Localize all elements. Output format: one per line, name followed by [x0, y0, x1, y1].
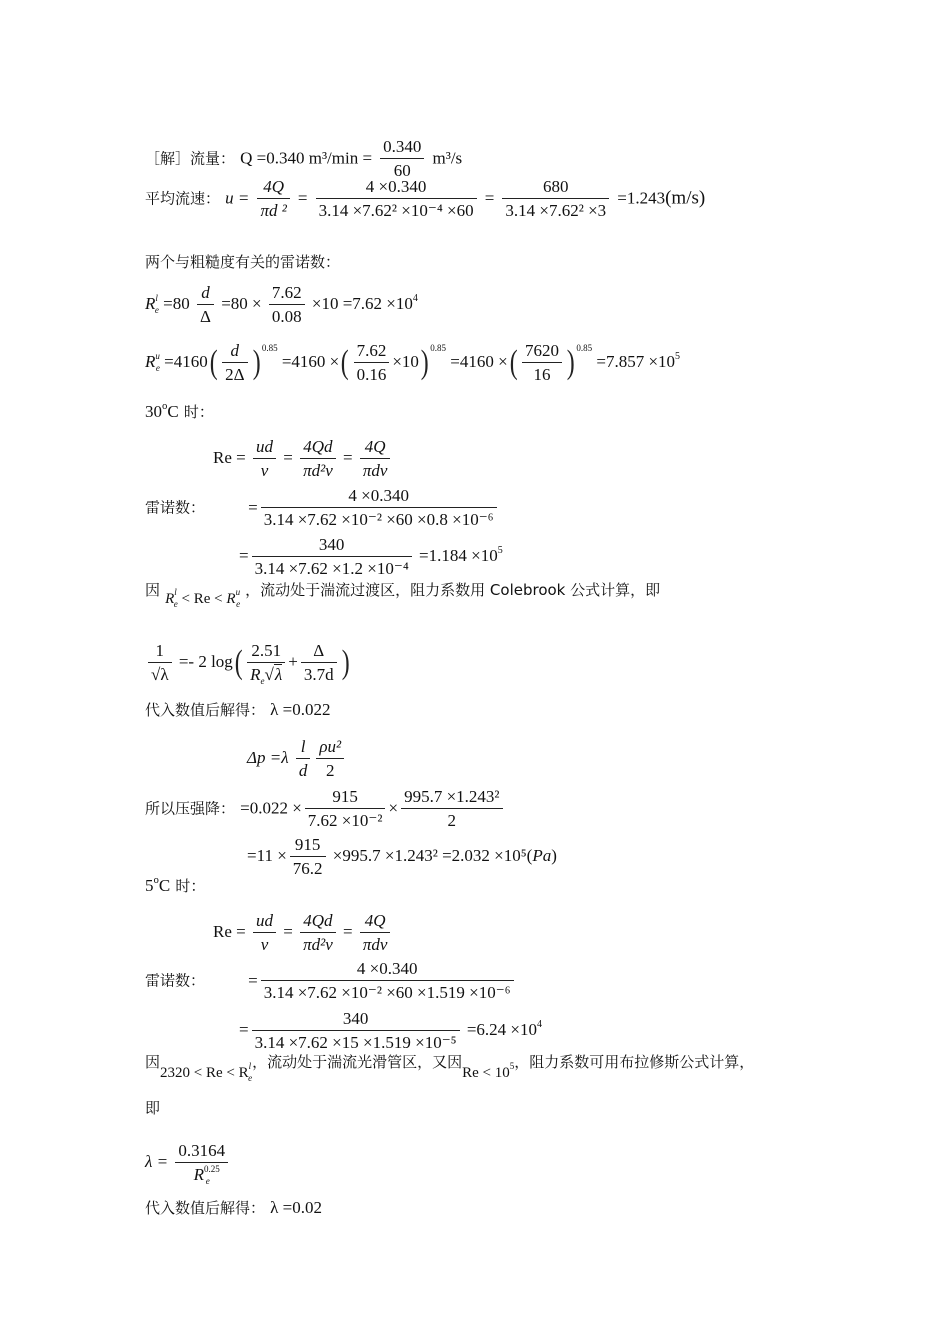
colebrook-term-a: $\frac{2.51}{R_e√\lambda}$ [247, 642, 285, 684]
smooth-zone-line: 因$2320 < Re < R^l_e$，流动处于湍流光滑管区，又因$Re < 10^5$，阻力系数可用布拉修斯公式计算， [145, 1053, 755, 1083]
pressure-drop-calc-a: 所以压强降： =0.022 × $\frac{915}{\text{7.62 ×10⁻²}}$ × $\frac{\text{995.7 ×1.243²}}{2}$ [145, 788, 506, 830]
reynolds-upper-line: $R^u_e =4160$( $\frac{d}{2\Delta}$ ) $^{0.85}$ =4160 ×( $\frac{7.62}{0.16}$ ×10) $^{0.85}$ =4160 ×( $\frac{7620}{16}$ ) $^{0.85} =7.857 \times 10^5$ [145, 341, 681, 384]
re-calc-30-a: 雷诺数： = $\frac{4 \times 0.340}{\text{3.14 ×7.62 ×10⁻² ×60 ×0.8 ×10⁻⁶}}$ [145, 487, 500, 529]
flow-rate-line [145, 138, 462, 180]
velocity-frac-2: $\frac{4 \times 0.340}{\text{3.14 ×7.62² ×10⁻⁴ ×60}}$ [316, 178, 477, 220]
re-def-30: Re = $\frac{ud}{\nu}$ = $\frac{4Qd}{\text{πd²ν}}$ = 4Q πdν [213, 438, 393, 480]
pd-calc-frac-2: $\frac{\text{995.7 ×1.243²}}{2}$ [401, 788, 502, 830]
re-u-frac-1: $\frac{d}{2\Delta}$ [222, 342, 247, 384]
re-u-frac-3: $\frac{7620}{16}$ [522, 342, 562, 384]
blasius-frac: $\frac{0.3164}{R^{0.25}_e}$ [175, 1142, 228, 1184]
velocity-unit: (m/s) [665, 187, 706, 209]
solution-label: ［解］流量： [145, 149, 236, 168]
pd-calc-frac-3: $\frac{915}{76.2}$ [290, 836, 326, 878]
velocity-lhs: u = [225, 188, 250, 208]
re-def5-frac-1: $\frac{ud}{\nu}$ [253, 912, 276, 954]
re-l-frac-1: $\frac{d}{\Delta}$ [197, 284, 214, 326]
velocity-result: =1.243 [617, 188, 666, 208]
pd-calc-frac-1: $\frac{915}{\text{7.62 ×10⁻²}}$ [305, 788, 386, 830]
velocity-frac-1: $\frac{4Q}{\text{πd ²}}$ [257, 178, 289, 220]
colebrook-formula: $\frac{1}{√\lambda}$ =- 2 log( $\frac{2.51}{R_e√\lambda}$ + $\frac{\Delta}{3.7d}$ ) [145, 642, 351, 684]
re-calc-30-b: = $\frac{340}{\text{3.14 ×7.62 ×1.2 ×10⁻⁴}}$ $=1.184 \times 10^5$ [239, 535, 503, 578]
velocity-frac-3: $\frac{680}{\text{3.14 ×7.62² ×3}}$ [502, 178, 609, 220]
re-u-frac-2: $\frac{7.62}{0.16}$ [354, 342, 390, 384]
re-def5-frac-3: 4Q πdν [360, 912, 391, 954]
re-calc-30-frac-a: $\frac{4 \times 0.340}{\text{3.14 ×7.62 ×10⁻² ×60 ×0.8 ×10⁻⁶}}$ [261, 487, 497, 529]
blasius-formula: λ = $\frac{0.3164}{R^{0.25}_e}$ [145, 1142, 231, 1184]
re-calc-5-a: 雷诺数： = $\frac{4 \times 0.340}{\text{3.14 ×7.62 ×10⁻² ×60 ×1.519 ×10⁻⁶}}$ [145, 960, 517, 1002]
mean-velocity-line: 平均流速： u = $\frac{4Q}{\text{πd ²}}$ = $\frac{4 \times 0.340}{\text{3.14 ×7.62² ×10⁻⁴ ×60}}$ = $\frac{680}{\text{3.14 ×7.62² ×3}}$ =1.243(m/s) [145, 177, 706, 220]
flow-fraction: $\frac{0.340}{60}$ [380, 138, 424, 180]
flow-eq: Q =0.340 m³/min = [240, 148, 373, 168]
lambda-result-30: 代入数值后解得： λ =0.022 [145, 700, 331, 719]
re-def-5: Re = $\frac{ud}{\nu}$ = $\frac{4Qd}{\text{πd²ν}}$ = 4Q πdν [213, 912, 393, 954]
lambda-result-5: 代入数值后解得： λ =0.02 [145, 1198, 322, 1217]
reynolds-heading: 两个与粗糙度有关的雷诺数： [145, 253, 341, 271]
flow-unit: m³/s [432, 148, 463, 168]
re-calc-5-frac-a: $\frac{4 \times 0.340}{\text{3.14 ×7.62 ×10⁻² ×60 ×1.519 ×10⁻⁶}}$ [261, 960, 514, 1002]
temp-5-heading: 5$^o$C 时： [145, 876, 206, 895]
reynolds-lower-line: $R^l_e =80$ $\frac{d}{\Delta}$ =80 × $\frac{7.62}{0.08}$ $\times 10 =7.62 \times 10^4$ [145, 283, 418, 326]
re-def-frac-1: $\frac{ud}{\nu}$ [253, 438, 276, 480]
temp-30-heading: 30$^o$C 时： [145, 402, 214, 421]
velocity-label: 平均流速： [145, 189, 221, 208]
pressure-drop-calc-b: =11 × $\frac{915}{76.2}$ ×995.7 ×1.243² =2.032 ×10⁵(Pa) [247, 835, 557, 878]
pd-frac-1: $\frac{l}{d}$ [296, 738, 311, 780]
pd-frac-2: $\frac{\text{ρu²}}{2}$ [316, 738, 344, 780]
re-calc-5-frac-b: $\frac{340}{\text{3.14 ×7.62 ×15 ×1.519 ×10⁻⁵}}$ [252, 1010, 460, 1052]
re-calc-30-frac-b: $\frac{340}{\text{3.14 ×7.62 ×1.2 ×10⁻⁴}}$ [252, 536, 412, 578]
re-def-frac-3: 4Q πdν [360, 438, 391, 480]
pressure-drop-formula: Δp =λ $\frac{l}{d}$ $\frac{\text{ρu²}}{2}$ [247, 738, 347, 780]
transition-zone-line: 因 $R^l_e < Re < R^u_e$ ，流动处于湍流过渡区，阻力系数用 Colebrook 公式计算，即 [145, 581, 661, 609]
colebrook-term-b: $\frac{\Delta}{3.7d}$ [301, 642, 337, 684]
re-def5-frac-2: $\frac{4Qd}{\text{πd²ν}}$ [300, 912, 336, 954]
re-def-frac-2: $\frac{4Qd}{\text{πd²ν}}$ [300, 438, 336, 480]
re-l-frac-2: $\frac{7.62}{0.08}$ [269, 284, 305, 326]
colebrook-lhs: $\frac{1}{√\lambda}$ [148, 642, 172, 684]
re-calc-5-b: = $\frac{340}{\text{3.14 ×7.62 ×15 ×1.519 ×10⁻⁵}}$ $=6.24 \times 10^4$ [239, 1009, 543, 1052]
namely-word: 即 [145, 1099, 161, 1117]
